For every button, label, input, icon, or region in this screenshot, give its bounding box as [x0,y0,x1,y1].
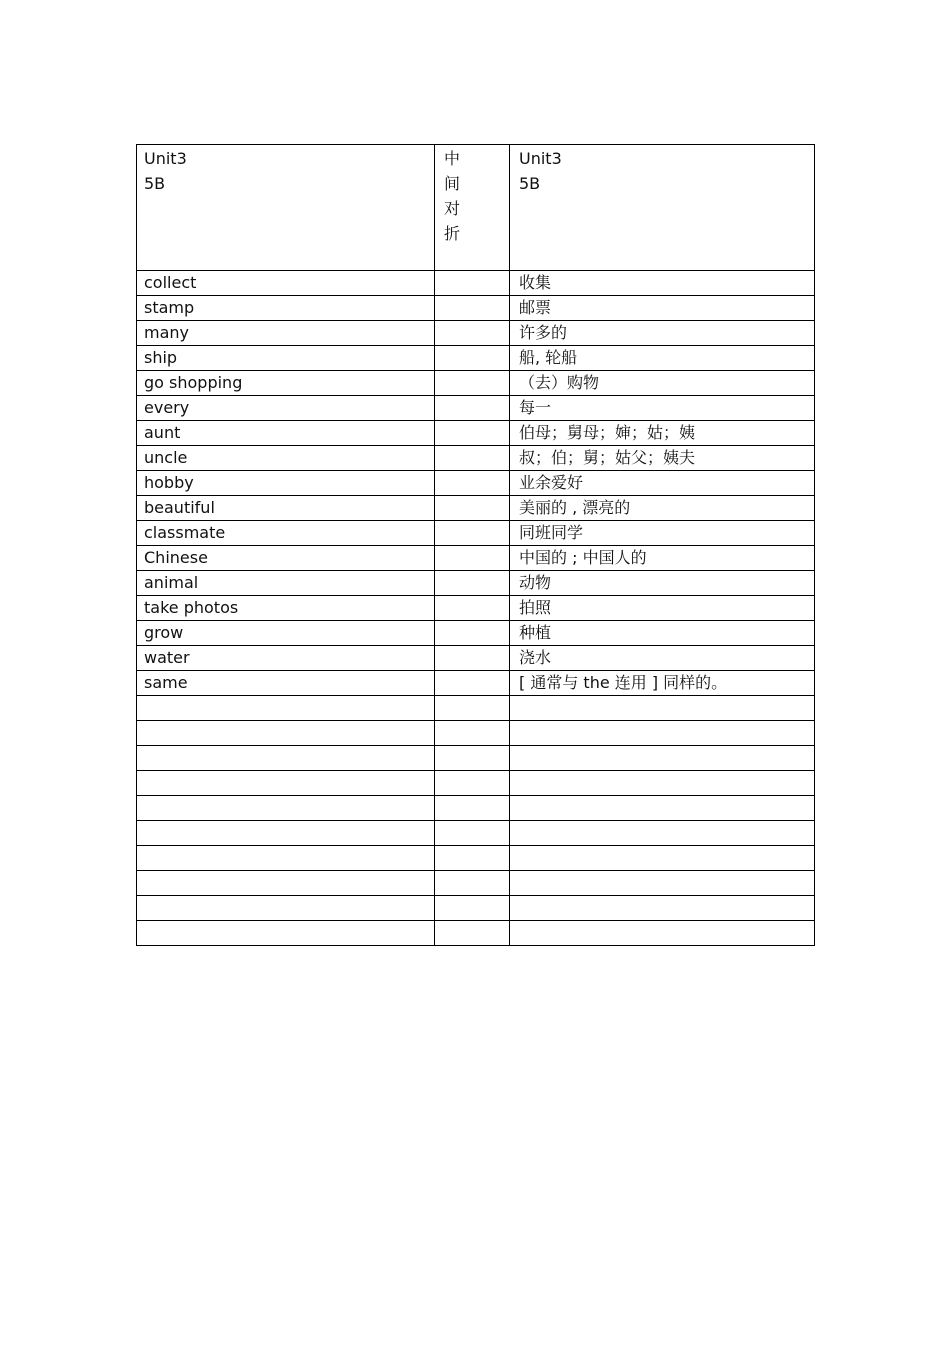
fold-gap-cell [435,396,510,421]
chinese-meaning-cell: 伯母；舅母；婶；姑；姨 [510,421,815,446]
fold-gap-cell [435,346,510,371]
vocab-row [137,621,815,646]
fold-gap-cell [435,921,510,946]
chinese-meaning-cell: 每一 [510,396,815,421]
chinese-meaning-cell [510,871,815,896]
english-word-cell: go shopping [137,371,435,396]
english-word-cell [137,721,435,746]
fold-gap-cell [435,671,510,696]
english-word-cell: aunt [137,421,435,446]
vocab-row [137,371,815,396]
english-word-cell [137,771,435,796]
english-word-cell [137,921,435,946]
vocab-row [137,596,815,621]
chinese-header-cell [510,145,815,271]
fold-gap-cell [435,796,510,821]
english-word-cell: animal [137,571,435,596]
chinese-meaning-cell: 浇水 [510,646,815,671]
english-word-cell [137,871,435,896]
fold-gap-cell [435,896,510,921]
english-word-cell: many [137,321,435,346]
header-row [137,145,815,271]
vocab-row [137,646,815,671]
fold-label-char: 中 [444,149,461,168]
english-unit-label: Unit3 [144,149,187,168]
chinese-meaning-cell [510,771,815,796]
english-word-cell: every [137,396,435,421]
empty-row [137,846,815,871]
chinese-meaning-cell [510,921,815,946]
chinese-meaning-cell [510,896,815,921]
vocabulary-table-body [137,145,815,946]
empty-row [137,746,815,771]
chinese-meaning-cell: 中国的 ; 中国人的 [510,546,815,571]
fold-gap-cell [435,546,510,571]
chinese-meaning-cell [510,846,815,871]
english-word-cell: beautiful [137,496,435,521]
chinese-meaning-cell: 许多的 [510,321,815,346]
chinese-meaning-cell: （去）购物 [510,371,815,396]
fold-label-char: 对 [444,199,461,218]
fold-gap-cell [435,596,510,621]
vocab-row [137,321,815,346]
fold-gap-cell [435,296,510,321]
vocab-row [137,471,815,496]
chinese-meaning-cell: [ 通常与 the 连用 ] 同样的。 [510,671,815,696]
fold-gap-cell [435,771,510,796]
english-word-cell: Chinese [137,546,435,571]
fold-gap-cell [435,846,510,871]
vocab-row [137,496,815,521]
english-word-cell: water [137,646,435,671]
chinese-meaning-cell [510,721,815,746]
fold-gap-cell [435,321,510,346]
english-word-cell [137,896,435,921]
english-word-cell: hobby [137,471,435,496]
fold-gap-cell [435,371,510,396]
english-word-cell: collect [137,271,435,296]
empty-row [137,696,815,721]
fold-gap-cell [435,821,510,846]
empty-row [137,871,815,896]
fold-gap-cell [435,571,510,596]
english-word-cell: same [137,671,435,696]
chinese-meaning-cell: 邮票 [510,296,815,321]
empty-row [137,771,815,796]
fold-gap-cell [435,646,510,671]
fold-gap-cell [435,421,510,446]
chinese-meaning-cell: 美丽的 , 漂亮的 [510,496,815,521]
vocab-row [137,396,815,421]
english-header-cell [137,145,435,271]
vocab-row [137,346,815,371]
vocab-row [137,421,815,446]
vocab-row [137,571,815,596]
chinese-meaning-cell: 叔；伯；舅；姑父；姨夫 [510,446,815,471]
chinese-meaning-cell [510,821,815,846]
vocab-row [137,671,815,696]
chinese-unit-label: Unit3 [519,149,562,168]
fold-label-char: 间 [444,174,461,193]
english-word-cell: grow [137,621,435,646]
english-word-cell [137,821,435,846]
chinese-meaning-cell: 收集 [510,271,815,296]
vocab-row [137,446,815,471]
english-word-cell: stamp [137,296,435,321]
english-word-cell: ship [137,346,435,371]
empty-row [137,921,815,946]
english-word-cell: take photos [137,596,435,621]
empty-row [137,821,815,846]
fold-gap-cell [435,746,510,771]
chinese-meaning-cell: 业余爱好 [510,471,815,496]
chinese-meaning-cell: 种植 [510,621,815,646]
empty-row [137,796,815,821]
english-word-cell [137,796,435,821]
fold-gap-cell [435,271,510,296]
fold-line-cell [435,145,510,271]
chinese-meaning-cell: 动物 [510,571,815,596]
chinese-meaning-cell: 拍照 [510,596,815,621]
fold-gap-cell [435,871,510,896]
fold-gap-cell [435,471,510,496]
vocab-row [137,521,815,546]
fold-gap-cell [435,721,510,746]
vocabulary-table [136,144,815,946]
fold-gap-cell [435,621,510,646]
english-word-cell: uncle [137,446,435,471]
empty-row [137,896,815,921]
empty-row [137,721,815,746]
chinese-meaning-cell: 同班同学 [510,521,815,546]
chinese-meaning-cell [510,696,815,721]
vocab-row [137,296,815,321]
chinese-meaning-cell [510,746,815,771]
chinese-meaning-cell: 船, 轮船 [510,346,815,371]
english-word-cell: classmate [137,521,435,546]
english-word-cell [137,696,435,721]
english-grade-label: 5B [144,174,166,193]
vocab-row [137,546,815,571]
chinese-grade-label: 5B [519,174,541,193]
vocab-row [137,271,815,296]
fold-gap-cell [435,696,510,721]
fold-gap-cell [435,496,510,521]
english-word-cell [137,746,435,771]
fold-gap-cell [435,521,510,546]
fold-label-char: 折 [444,224,461,243]
chinese-meaning-cell [510,796,815,821]
fold-gap-cell [435,446,510,471]
english-word-cell [137,846,435,871]
